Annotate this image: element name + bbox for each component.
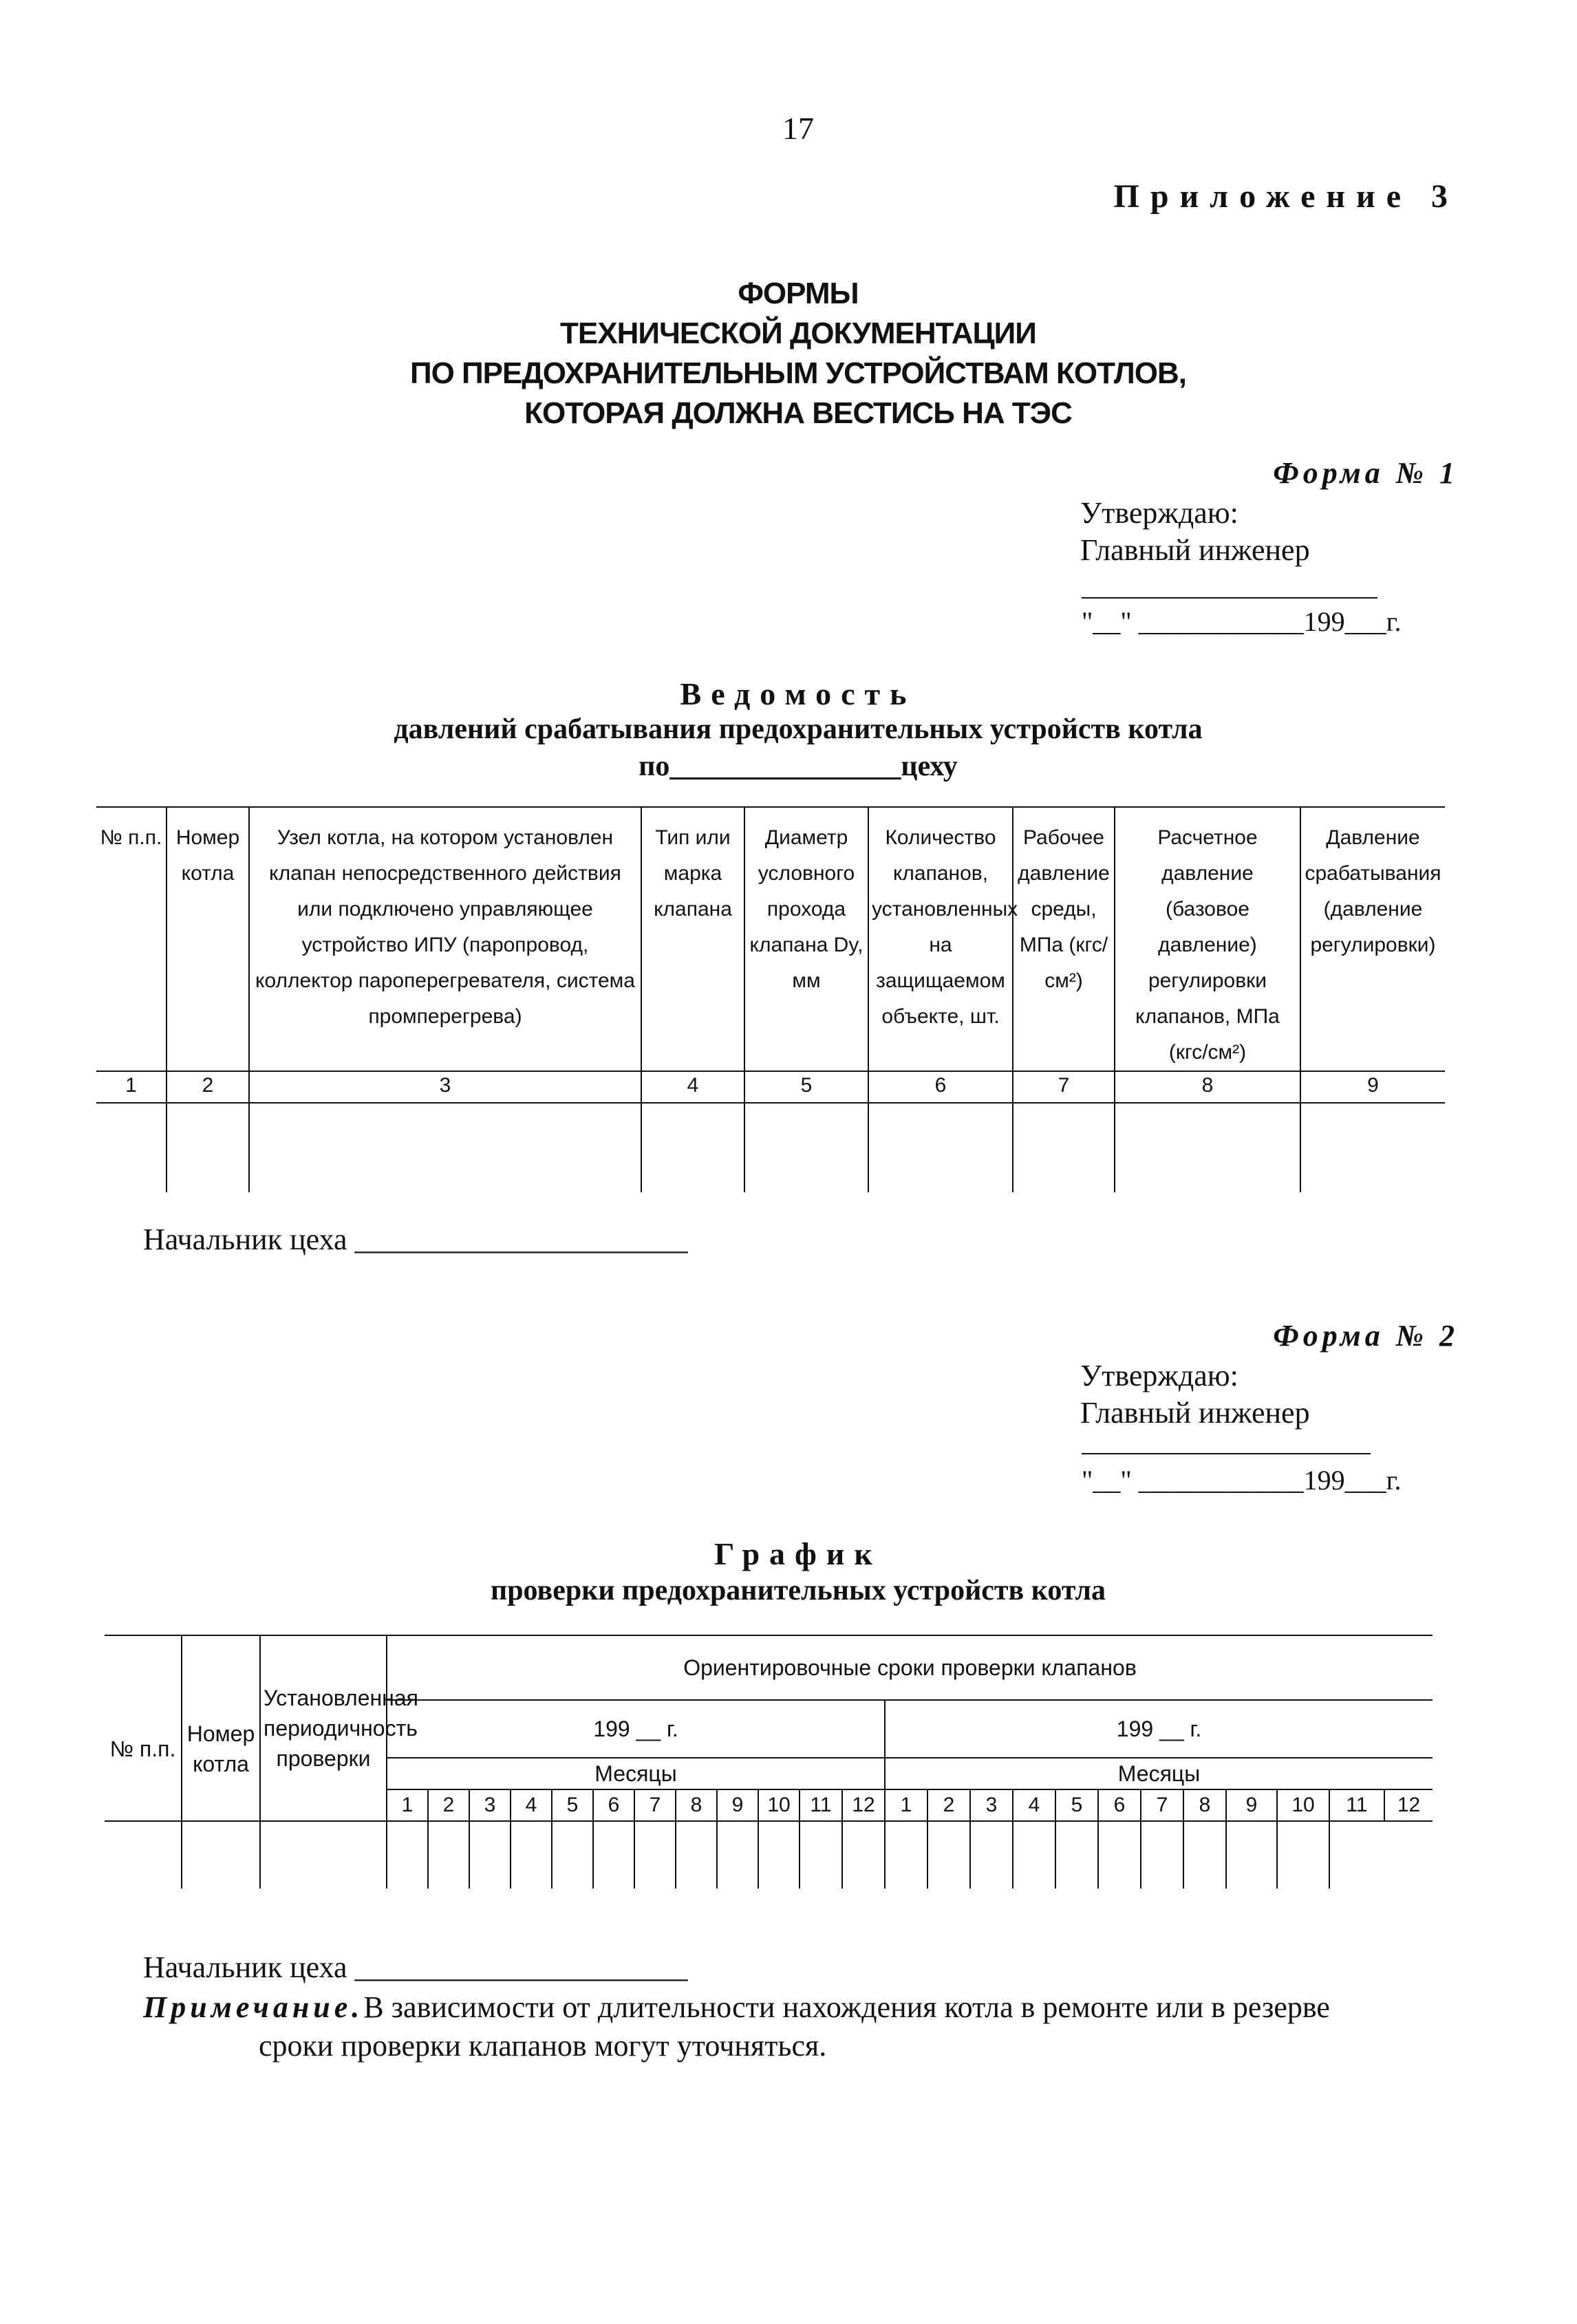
note-text-continued: сроки проверки клапанов могут уточняться. — [259, 2029, 827, 2063]
main-title — [330, 274, 1266, 433]
data-cell — [167, 1103, 249, 1192]
column-number: 5 — [744, 1071, 868, 1103]
form2-subtitle: проверки предохранительных устройств котла — [491, 1575, 1106, 1606]
data-cell — [744, 1103, 868, 1192]
data-cell — [1226, 1821, 1277, 1889]
header-cell: Давление срабатывания (давление регулировки) — [1300, 807, 1445, 1071]
header-cell: Узел котла, на котором установлен клапан непосредственного действия или подключено управляющее устройство ИПУ (паропровод, коллектор пароперегревателя, система промперегрева) — [249, 807, 641, 1071]
data-cell — [1141, 1821, 1183, 1889]
data-cell — [1055, 1821, 1098, 1889]
column-number: 8 — [1115, 1071, 1300, 1103]
header-cell-boiler: Номер котла — [182, 1635, 260, 1821]
data-cell — [552, 1821, 593, 1889]
data-cell — [1300, 1103, 1445, 1192]
form2-label: Форма № 2 — [1273, 1319, 1459, 1353]
month-cell: 8 — [1183, 1789, 1226, 1821]
month-cell: 7 — [1141, 1789, 1183, 1821]
form1-table — [96, 806, 1445, 1192]
data-cell — [970, 1821, 1013, 1889]
appendix-label: Приложение 3 — [1113, 178, 1459, 215]
month-cell: 3 — [970, 1789, 1013, 1821]
month-cell: 1 — [885, 1789, 927, 1821]
form1-date: "__" ____________199___г. — [1082, 606, 1402, 637]
form2-signature-line — [1082, 1453, 1371, 1454]
form1-signature-line — [1082, 597, 1377, 599]
data-cell — [593, 1821, 634, 1889]
form1-position: Главный инженер — [1080, 533, 1310, 567]
month-cell: 11 — [1329, 1789, 1384, 1821]
data-cell — [641, 1103, 744, 1192]
column-number: 4 — [641, 1071, 744, 1103]
data-cell — [885, 1821, 927, 1889]
column-number: 7 — [1013, 1071, 1115, 1103]
form1-label: Форма № 1 — [1273, 456, 1459, 490]
months-label-2: Месяцы — [885, 1758, 1433, 1789]
month-cell: 6 — [593, 1789, 634, 1821]
form2-table — [105, 1635, 1433, 1889]
month-cell: 12 — [842, 1789, 885, 1821]
data-cell — [758, 1821, 800, 1889]
form1-chief: Начальник цеха ______________________ — [143, 1223, 688, 1256]
month-cell: 4 — [1013, 1789, 1055, 1821]
month-cell: 9 — [717, 1789, 758, 1821]
month-cell: 2 — [927, 1789, 970, 1821]
main-title-line: ТЕХНИЧЕСКОЙ ДОКУМЕНТАЦИИ — [560, 316, 1036, 350]
data-cell — [634, 1821, 676, 1889]
header-cell-period: Установленная периодичность проверки — [260, 1635, 387, 1821]
data-cell — [428, 1821, 469, 1889]
data-cell — [1013, 1821, 1055, 1889]
data-cell — [105, 1821, 182, 1889]
data-cell — [1277, 1821, 1329, 1889]
header-cell: Диаметр условного прохода клапана Dy, мм — [744, 807, 868, 1071]
form1-title: Ведомость — [680, 676, 916, 711]
data-cell — [511, 1821, 552, 1889]
data-cell — [182, 1821, 260, 1889]
month-cell: 8 — [676, 1789, 717, 1821]
data-cell — [842, 1821, 885, 1889]
month-cell: 10 — [758, 1789, 800, 1821]
month-cell: 2 — [428, 1789, 469, 1821]
month-cell: 5 — [552, 1789, 593, 1821]
data-cell — [1115, 1103, 1300, 1192]
form2-title: График — [714, 1536, 882, 1571]
note-label: Примечание. — [143, 1990, 364, 2024]
month-cell: 7 — [634, 1789, 676, 1821]
column-number: 1 — [96, 1071, 167, 1103]
header-cell: Номер котла — [167, 807, 249, 1071]
month-cell: 9 — [1226, 1789, 1277, 1821]
month-cell: 4 — [511, 1789, 552, 1821]
data-cell — [249, 1103, 641, 1192]
month-cell: 10 — [1277, 1789, 1329, 1821]
column-number: 2 — [167, 1071, 249, 1103]
form1-subtitle-shop: по________________цеху — [639, 751, 958, 782]
data-cell — [387, 1821, 428, 1889]
data-cell — [676, 1821, 717, 1889]
column-number: 9 — [1300, 1071, 1445, 1103]
data-cell — [1329, 1821, 1384, 1889]
year-1: 199 __ г. — [387, 1700, 885, 1758]
data-cell — [1098, 1821, 1141, 1889]
month-cell: 11 — [800, 1789, 842, 1821]
main-title-line: КОТОРАЯ ДОЛЖНА ВЕСТИСЬ НА ТЭС — [524, 396, 1072, 430]
header-cell: № п.п. — [96, 807, 167, 1071]
data-cell — [260, 1821, 387, 1889]
month-cell: 6 — [1098, 1789, 1141, 1821]
page-number: 17 — [782, 111, 814, 146]
form2-chief: Начальник цеха ______________________ — [143, 1950, 688, 1984]
header-cell-number: № п.п. — [105, 1635, 182, 1821]
form1-subtitle: давлений срабатывания предохранительных устройств котла — [394, 713, 1203, 745]
data-cell — [717, 1821, 758, 1889]
header-cell: Расчетное давление (базовое давление) регулировки клапанов, МПа (кгс/см²) — [1115, 807, 1300, 1071]
main-title-line: ФОРМЫ — [738, 277, 859, 310]
data-cell — [868, 1103, 1013, 1192]
note-text: В зависимости от длительности нахождения котла в ремонте или в резерве — [363, 1990, 1330, 2024]
data-cell — [1013, 1103, 1115, 1192]
data-cell — [469, 1821, 511, 1889]
data-cell — [1183, 1821, 1226, 1889]
month-cell: 3 — [469, 1789, 511, 1821]
form2-date: "__" ____________199___г. — [1082, 1465, 1402, 1496]
months-label-1: Месяцы — [387, 1758, 885, 1789]
note — [143, 1988, 1464, 2027]
header-cell: Количество клапанов, установленных на защищаемом объекте, шт. — [868, 807, 1013, 1071]
year-2: 199 __ г. — [885, 1700, 1433, 1758]
header-cell: Тип или марка клапана — [641, 807, 744, 1071]
main-title-line: ПО ПРЕДОХРАНИТЕЛЬНЫМ УСТРОЙСТВАМ КОТЛОВ, — [409, 356, 1187, 390]
header-cell-terms: Ориентировочные сроки проверки клапанов — [387, 1635, 1433, 1700]
data-cell — [927, 1821, 970, 1889]
month-cell: 5 — [1055, 1789, 1098, 1821]
month-cell: 1 — [387, 1789, 428, 1821]
data-cell — [800, 1821, 842, 1889]
form2-approve: Утверждаю: — [1080, 1359, 1238, 1392]
data-cell — [96, 1103, 167, 1192]
header-cell: Рабочее давление среды, МПа (кгс/см²) — [1013, 807, 1115, 1071]
column-number: 3 — [249, 1071, 641, 1103]
form2-position: Главный инженер — [1080, 1396, 1310, 1430]
month-cell: 12 — [1384, 1789, 1433, 1821]
form1-approve: Утверждаю: — [1080, 496, 1238, 530]
column-number: 6 — [868, 1071, 1013, 1103]
